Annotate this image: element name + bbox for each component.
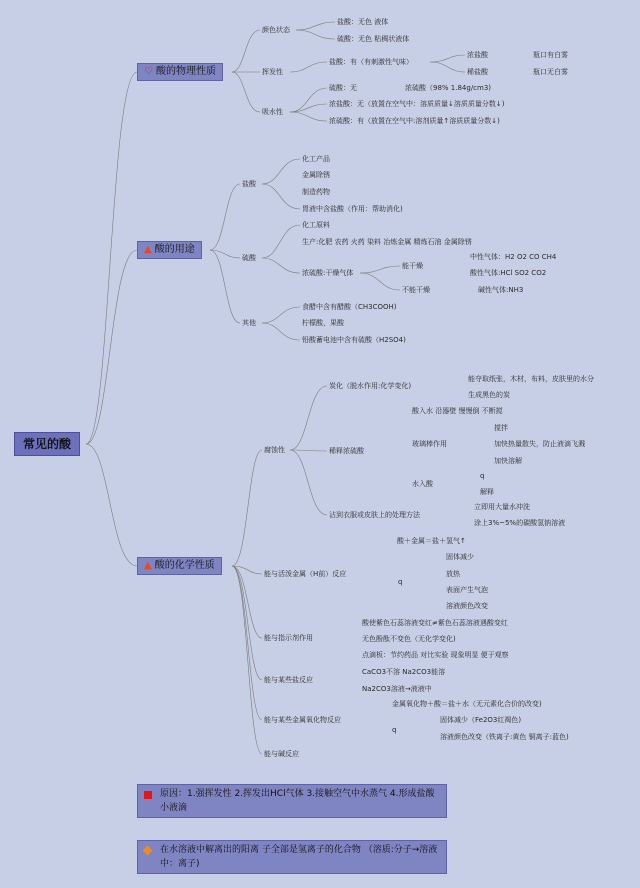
oxide-reaction-label: 能与某些金属氧化物反应 (264, 716, 341, 724)
oxide-equation: 金属氧化物＋酸＝盐＋水（无元素化合价的改变) (392, 700, 542, 708)
fire-icon: ▲ (144, 560, 152, 571)
metal-phenomenon: 表面产生气泡 (446, 586, 488, 594)
chemical-properties-node: ▲ 酸的化学性质 (137, 557, 222, 575)
spill-handling-label: 沾到衣服或皮肤上的处理方法 (329, 511, 420, 519)
hcl-use-item: 制造药物 (302, 188, 330, 196)
q-marker: q (392, 726, 397, 734)
root-node: 常见的酸 (14, 432, 80, 456)
metal-reaction-label: 能与活泼金属（H前）反应 (264, 570, 347, 578)
h2so4-color: 硫酸：无色 粘稠状液体 (337, 35, 410, 43)
q-marker: q (398, 578, 403, 586)
indicator-item: 无色酚酞不变色（无化学变化) (362, 635, 456, 643)
hcl-color: 盐酸：无色 液体 (337, 18, 389, 26)
spill-step: 涂上3%~5%的碳酸氢钠溶液 (474, 519, 566, 527)
indicator-label: 能与指示剂作用 (264, 634, 313, 642)
spill-step: 立即用大量水冲洗 (474, 503, 530, 511)
other-use-item: 铅酸蓄电池中含有硫酸（H2SO4) (302, 336, 406, 344)
heart-icon: ♡ (144, 66, 153, 77)
conc-h2so4-spec: 浓硫酸（98% 1.84g/cm3) (405, 84, 492, 92)
white-fog: 瓶口有白雾 (533, 51, 568, 59)
cannot-dry-label: 不能干燥 (402, 286, 430, 294)
red-square-icon (144, 791, 152, 799)
hcl-use-item: 化工产品 (302, 155, 330, 163)
volatility-label: 挥发性 (262, 68, 283, 76)
indicator-item: 酸使紫色石蕊溶液变红≠紫色石蕊溶液遇酸变红 (362, 619, 508, 627)
indicator-item: 点滴板：节约药品 对比实验 现象明显 便于观察 (362, 651, 509, 659)
base-reaction-label: 能与碱反应 (264, 750, 299, 758)
salt-item: CaCO3不溶 Na2CO3能溶 (362, 668, 446, 676)
dilution-step: 酸入水 沿器壁 慢慢倒 不断搅 (412, 407, 503, 415)
can-dry-label: 能干燥 (402, 262, 423, 270)
salt-item: Na2CO3溶液→液液中 (362, 685, 432, 693)
splash-label: 解释 (480, 488, 494, 496)
other-use-item: 食醋中含有醋酸（CH3COOH) (302, 303, 397, 311)
metal-phenomenon: 溶液颜色改变 (446, 602, 488, 610)
uses-hcl-label: 盐酸 (242, 180, 256, 188)
carbonization-label: 炭化（脱水作用:化学变化) (329, 382, 412, 390)
salt-reaction-label: 能与某些盐反应 (264, 676, 313, 684)
orange-diamond-icon (143, 846, 153, 856)
uses-h2so4-label: 硫酸 (242, 254, 256, 262)
corrosive-label: 腐蚀性 (264, 446, 285, 454)
acid-gas: 酸性气体:HCl SO2 CO2 (470, 269, 547, 277)
volatility-reason-note: 原因：1.强挥发性 2.挥发出HCl气体 3.接触空气中水蒸气 4.形成盐酸小液滴 (137, 784, 447, 818)
h2so4-none: 硫酸：无 (329, 84, 357, 92)
conc-hcl-hygroscopic: 浓盐酸：无（放置在空气中：溶质质量↓溶质质量分数↓) (329, 100, 505, 108)
desiccant-label: 浓硫酸:干燥气体 (302, 269, 354, 277)
conc-h2so4-hygroscopic: 浓硫酸：有（放置在空气中:溶剂质量↑溶质质量分数↓) (329, 117, 500, 125)
acid-definition-note: 在水溶液中解离出的阳离 子全部是氢离子的化合物 （溶质:分子→溶液中：离子) (137, 840, 447, 874)
oxide-phenomenon: 固体减少（Fe2O3红褐色) (440, 716, 522, 724)
uses-node: ▲ 酸的用途 (137, 241, 202, 259)
metal-phenomenon: 放热 (446, 570, 460, 578)
fire-icon: ▲ (144, 244, 152, 255)
physical-properties-node: ♡ 酸的物理性质 (137, 63, 223, 81)
metal-equation: 酸＋金属＝盐＋氢气↑ (397, 537, 466, 545)
hcl-use-item: 胃液中含盐酸（作用：帮助消化) (302, 205, 403, 213)
hcl-use-item: 金属除锈 (302, 171, 330, 179)
h2so4-use-item: 生产:化肥 农药 火药 染料 冶炼金属 精炼石油 金属除锈 (302, 238, 472, 246)
conc-hcl: 浓盐酸 (467, 51, 488, 59)
hygroscopic-label: 吸水性 (262, 108, 283, 116)
color-state-label: 颜色状态 (262, 26, 290, 34)
oxide-phenomenon: 溶液颜色改变（铁离子:黄色 铜离子:蓝色) (440, 733, 569, 741)
q-marker: q (480, 472, 485, 480)
h2so4-use-item: 化工原料 (302, 221, 330, 229)
glass-rod-item: 搅拌 (494, 424, 508, 432)
other-use-item: 柠檬酸，果酸 (302, 319, 344, 327)
carbonization-effect: 生成黑色的炭 (468, 391, 510, 399)
glass-rod-item: 加快溶解 (494, 457, 522, 465)
glass-rod-label: 玻璃棒作用 (412, 440, 447, 448)
no-fog: 瓶口无白雾 (533, 68, 568, 76)
neutral-gas: 中性气体：H2 O2 CO CH4 (470, 253, 557, 261)
dilution-label: 稀释浓硫酸 (329, 447, 364, 455)
carbonization-effect: 能夺取纸张，木材，布料，皮肤里的水分 (468, 375, 594, 383)
water-into-acid: 水入酸 (412, 480, 433, 488)
glass-rod-item: 加快热量散失，防止液滴飞溅 (494, 440, 585, 448)
basic-gas: 碱性气体:NH3 (478, 286, 524, 294)
metal-phenomenon: 固体减少 (446, 553, 474, 561)
uses-other-label: 其他 (242, 319, 256, 327)
hcl-volatility: 盐酸：有（有刺激性气味） (329, 58, 413, 66)
dilute-hcl: 稀盐酸 (467, 68, 488, 76)
